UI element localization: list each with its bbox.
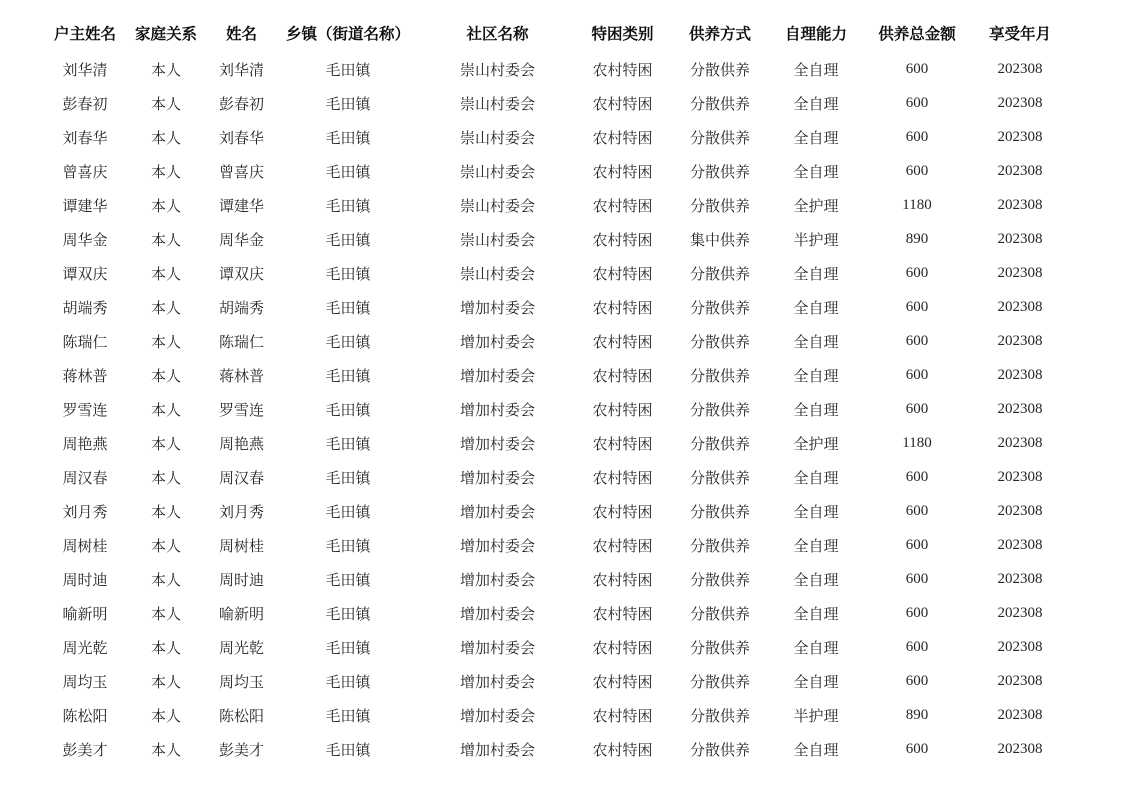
cell-name: 胡端秀: [218, 300, 264, 317]
cell-support-method: 分散供养: [689, 470, 750, 487]
cell-name: 蒋林普: [218, 368, 264, 385]
cell-household-head-name: 曾喜庆: [62, 164, 108, 181]
cell-hardship-category: 农村特困: [592, 606, 653, 623]
cell-hardship-category: 农村特困: [592, 198, 653, 215]
hardship-support-table: [45, 14, 1068, 766]
table-body: [45, 52, 1068, 766]
cell-hardship-category: 农村特困: [592, 538, 653, 555]
cell-family-relation: 本人: [150, 606, 181, 623]
cell-name: 刘月秀: [218, 504, 264, 521]
cell-benefit-period: 202308: [997, 196, 1043, 213]
table-row: [45, 324, 1068, 358]
cell-community-name: 增加村委会: [459, 640, 535, 657]
table-row: [45, 256, 1068, 290]
cell-community-name: 增加村委会: [459, 606, 535, 623]
cell-township: 毛田镇: [325, 538, 371, 555]
cell-household-head-name: 陈瑞仁: [62, 334, 108, 351]
cell-name: 谭建华: [218, 198, 264, 215]
cell-benefit-period: 202308: [997, 502, 1043, 519]
cell-benefit-period: 202308: [997, 264, 1043, 281]
cell-household-head-name: 周汉春: [62, 470, 108, 487]
cell-household-head-name: 彭美才: [62, 742, 108, 759]
cell-township: 毛田镇: [325, 266, 371, 283]
cell-family-relation: 本人: [150, 708, 181, 725]
cell-family-relation: 本人: [150, 436, 181, 453]
table-row: [45, 392, 1068, 426]
cell-support-total-amount: 600: [905, 162, 929, 179]
cell-support-total-amount: 600: [905, 536, 929, 553]
cell-self-care-ability: 全自理: [793, 300, 839, 317]
cell-name: 周华金: [218, 232, 264, 249]
cell-hardship-category: 农村特困: [592, 334, 653, 351]
cell-family-relation: 本人: [150, 164, 181, 181]
cell-hardship-category: 农村特困: [592, 674, 653, 691]
cell-township: 毛田镇: [325, 470, 371, 487]
cell-name: 陈松阳: [218, 708, 264, 725]
cell-township: 毛田镇: [325, 572, 371, 589]
cell-township: 毛田镇: [325, 402, 371, 419]
cell-self-care-ability: 全自理: [793, 470, 839, 487]
cell-support-method: 分散供养: [689, 334, 750, 351]
table-row: [45, 52, 1068, 86]
cell-household-head-name: 彭春初: [62, 96, 108, 113]
table-row: [45, 664, 1068, 698]
cell-benefit-period: 202308: [997, 128, 1043, 145]
cell-family-relation: 本人: [150, 742, 181, 759]
cell-benefit-period: 202308: [997, 298, 1043, 315]
cell-hardship-category: 农村特困: [592, 232, 653, 249]
col-header-benefit-period: 享受年月: [988, 26, 1051, 43]
cell-community-name: 崇山村委会: [459, 96, 535, 113]
cell-benefit-period: 202308: [997, 332, 1043, 349]
cell-community-name: 增加村委会: [459, 300, 535, 317]
cell-name: 陈瑞仁: [218, 334, 264, 351]
cell-name: 周艳燕: [218, 436, 264, 453]
table-row: [45, 494, 1068, 528]
cell-family-relation: 本人: [150, 232, 181, 249]
cell-family-relation: 本人: [150, 266, 181, 283]
cell-support-total-amount: 600: [905, 298, 929, 315]
cell-household-head-name: 胡端秀: [62, 300, 108, 317]
cell-hardship-category: 农村特困: [592, 436, 653, 453]
table-row: [45, 358, 1068, 392]
cell-support-method: 分散供养: [689, 538, 750, 555]
cell-community-name: 崇山村委会: [459, 130, 535, 147]
cell-community-name: 增加村委会: [459, 538, 535, 555]
cell-township: 毛田镇: [325, 334, 371, 351]
table-row: [45, 188, 1068, 222]
cell-self-care-ability: 全护理: [793, 436, 839, 453]
cell-community-name: 增加村委会: [459, 742, 535, 759]
cell-hardship-category: 农村特困: [592, 742, 653, 759]
cell-community-name: 增加村委会: [459, 436, 535, 453]
col-header-family-relation: 家庭关系: [134, 26, 197, 43]
cell-household-head-name: 周树桂: [62, 538, 108, 555]
cell-hardship-category: 农村特困: [592, 62, 653, 79]
cell-township: 毛田镇: [325, 300, 371, 317]
cell-hardship-category: 农村特困: [592, 368, 653, 385]
cell-family-relation: 本人: [150, 62, 181, 79]
cell-name: 周均玉: [218, 674, 264, 691]
cell-township: 毛田镇: [325, 674, 371, 691]
cell-household-head-name: 刘华清: [62, 62, 108, 79]
cell-support-total-amount: 600: [905, 740, 929, 757]
cell-family-relation: 本人: [150, 300, 181, 317]
table-row: [45, 290, 1068, 324]
cell-community-name: 崇山村委会: [459, 232, 535, 249]
cell-family-relation: 本人: [150, 368, 181, 385]
cell-benefit-period: 202308: [997, 366, 1043, 383]
cell-household-head-name: 罗雪连: [62, 402, 108, 419]
cell-support-method: 集中供养: [689, 232, 750, 249]
cell-township: 毛田镇: [325, 368, 371, 385]
cell-self-care-ability: 全自理: [793, 402, 839, 419]
cell-household-head-name: 陈松阳: [62, 708, 108, 725]
cell-benefit-period: 202308: [997, 60, 1043, 77]
cell-community-name: 增加村委会: [459, 470, 535, 487]
cell-self-care-ability: 全自理: [793, 606, 839, 623]
table-row: [45, 120, 1068, 154]
table-row: [45, 86, 1068, 120]
cell-self-care-ability: 全自理: [793, 334, 839, 351]
col-header-household-head-name: 户主姓名: [53, 26, 116, 43]
cell-hardship-category: 农村特困: [592, 300, 653, 317]
cell-township: 毛田镇: [325, 504, 371, 521]
cell-township: 毛田镇: [325, 198, 371, 215]
cell-name: 彭美才: [218, 742, 264, 759]
cell-household-head-name: 刘月秀: [62, 504, 108, 521]
cell-hardship-category: 农村特困: [592, 130, 653, 147]
cell-community-name: 增加村委会: [459, 504, 535, 521]
cell-hardship-category: 农村特困: [592, 266, 653, 283]
cell-benefit-period: 202308: [997, 672, 1043, 689]
cell-name: 喻新明: [218, 606, 264, 623]
cell-household-head-name: 蒋林普: [62, 368, 108, 385]
cell-support-total-amount: 600: [905, 604, 929, 621]
table-row: [45, 698, 1068, 732]
cell-support-method: 分散供养: [689, 402, 750, 419]
cell-self-care-ability: 全自理: [793, 266, 839, 283]
col-header-hardship-category: 特困类别: [591, 26, 654, 43]
cell-support-total-amount: 890: [905, 230, 929, 247]
cell-family-relation: 本人: [150, 572, 181, 589]
cell-benefit-period: 202308: [997, 740, 1043, 757]
cell-name: 刘华清: [218, 62, 264, 79]
cell-benefit-period: 202308: [997, 570, 1043, 587]
table-row: [45, 630, 1068, 664]
cell-name: 谭双庆: [218, 266, 264, 283]
cell-support-method: 分散供养: [689, 742, 750, 759]
cell-name: 彭春初: [218, 96, 264, 113]
cell-benefit-period: 202308: [997, 400, 1043, 417]
cell-name: 曾喜庆: [218, 164, 264, 181]
cell-support-method: 分散供养: [689, 130, 750, 147]
col-header-name: 姓名: [225, 26, 257, 43]
cell-community-name: 崇山村委会: [459, 62, 535, 79]
cell-support-method: 分散供养: [689, 504, 750, 521]
cell-township: 毛田镇: [325, 232, 371, 249]
cell-support-total-amount: 600: [905, 332, 929, 349]
cell-self-care-ability: 全自理: [793, 130, 839, 147]
cell-household-head-name: 喻新明: [62, 606, 108, 623]
cell-support-method: 分散供养: [689, 300, 750, 317]
cell-community-name: 崇山村委会: [459, 164, 535, 181]
cell-family-relation: 本人: [150, 538, 181, 555]
cell-support-method: 分散供养: [689, 164, 750, 181]
cell-family-relation: 本人: [150, 96, 181, 113]
table-row: [45, 426, 1068, 460]
cell-benefit-period: 202308: [997, 604, 1043, 621]
cell-benefit-period: 202308: [997, 638, 1043, 655]
cell-benefit-period: 202308: [997, 162, 1043, 179]
cell-benefit-period: 202308: [997, 94, 1043, 111]
cell-family-relation: 本人: [150, 334, 181, 351]
table-row: [45, 460, 1068, 494]
table-row: [45, 154, 1068, 188]
cell-name: 刘春华: [218, 130, 264, 147]
cell-support-total-amount: 600: [905, 94, 929, 111]
cell-household-head-name: 谭双庆: [62, 266, 108, 283]
table-row: [45, 732, 1068, 766]
cell-benefit-period: 202308: [997, 230, 1043, 247]
cell-community-name: 增加村委会: [459, 334, 535, 351]
cell-support-method: 分散供养: [689, 640, 750, 657]
table-row: [45, 562, 1068, 596]
cell-name: 周时迪: [218, 572, 264, 589]
cell-self-care-ability: 全护理: [793, 198, 839, 215]
cell-township: 毛田镇: [325, 62, 371, 79]
cell-support-total-amount: 600: [905, 570, 929, 587]
cell-township: 毛田镇: [325, 708, 371, 725]
cell-benefit-period: 202308: [997, 706, 1043, 723]
cell-self-care-ability: 全自理: [793, 572, 839, 589]
cell-support-total-amount: 1180: [902, 196, 932, 213]
cell-community-name: 增加村委会: [459, 708, 535, 725]
cell-family-relation: 本人: [150, 640, 181, 657]
col-header-township: 乡镇（街道名称）: [285, 26, 410, 43]
cell-household-head-name: 周艳燕: [62, 436, 108, 453]
cell-household-head-name: 周时迪: [62, 572, 108, 589]
cell-township: 毛田镇: [325, 130, 371, 147]
table-row: [45, 596, 1068, 630]
cell-hardship-category: 农村特困: [592, 402, 653, 419]
cell-support-method: 分散供养: [689, 266, 750, 283]
cell-community-name: 崇山村委会: [459, 266, 535, 283]
cell-support-method: 分散供养: [689, 62, 750, 79]
cell-self-care-ability: 全自理: [793, 640, 839, 657]
cell-support-total-amount: 1180: [902, 434, 932, 451]
cell-self-care-ability: 全自理: [793, 62, 839, 79]
cell-support-method: 分散供养: [689, 572, 750, 589]
cell-household-head-name: 谭建华: [62, 198, 108, 215]
cell-household-head-name: 周均玉: [62, 674, 108, 691]
cell-self-care-ability: 全自理: [793, 742, 839, 759]
cell-support-method: 分散供养: [689, 708, 750, 725]
cell-community-name: 增加村委会: [459, 674, 535, 691]
table-row: [45, 528, 1068, 562]
cell-family-relation: 本人: [150, 470, 181, 487]
cell-community-name: 增加村委会: [459, 368, 535, 385]
cell-support-total-amount: 600: [905, 502, 929, 519]
cell-township: 毛田镇: [325, 96, 371, 113]
cell-community-name: 增加村委会: [459, 572, 535, 589]
cell-support-total-amount: 890: [905, 706, 929, 723]
cell-self-care-ability: 全自理: [793, 538, 839, 555]
cell-hardship-category: 农村特困: [592, 572, 653, 589]
cell-self-care-ability: 全自理: [793, 164, 839, 181]
cell-support-method: 分散供养: [689, 368, 750, 385]
cell-benefit-period: 202308: [997, 468, 1043, 485]
col-header-community-name: 社区名称: [466, 26, 529, 43]
col-header-self-care-ability: 自理能力: [784, 26, 847, 43]
cell-township: 毛田镇: [325, 436, 371, 453]
cell-township: 毛田镇: [325, 164, 371, 181]
cell-name: 周光乾: [218, 640, 264, 657]
cell-hardship-category: 农村特困: [592, 96, 653, 113]
cell-support-method: 分散供养: [689, 198, 750, 215]
cell-household-head-name: 刘春华: [62, 130, 108, 147]
cell-support-method: 分散供养: [689, 606, 750, 623]
cell-support-method: 分散供养: [689, 674, 750, 691]
cell-support-total-amount: 600: [905, 400, 929, 417]
cell-name: 周汉春: [218, 470, 264, 487]
cell-hardship-category: 农村特困: [592, 640, 653, 657]
col-header-support-total-amount: 供养总金额: [878, 26, 956, 43]
cell-hardship-category: 农村特困: [592, 470, 653, 487]
cell-township: 毛田镇: [325, 606, 371, 623]
cell-family-relation: 本人: [150, 504, 181, 521]
cell-support-total-amount: 600: [905, 264, 929, 281]
cell-household-head-name: 周光乾: [62, 640, 108, 657]
cell-support-method: 分散供养: [689, 436, 750, 453]
cell-self-care-ability: 全自理: [793, 368, 839, 385]
cell-self-care-ability: 半护理: [793, 708, 839, 725]
cell-self-care-ability: 全自理: [793, 504, 839, 521]
table-row: [45, 222, 1068, 256]
cell-support-total-amount: 600: [905, 638, 929, 655]
cell-benefit-period: 202308: [997, 536, 1043, 553]
cell-community-name: 增加村委会: [459, 402, 535, 419]
cell-support-total-amount: 600: [905, 672, 929, 689]
cell-community-name: 崇山村委会: [459, 198, 535, 215]
cell-name: 周树桂: [218, 538, 264, 555]
cell-household-head-name: 周华金: [62, 232, 108, 249]
cell-support-method: 分散供养: [689, 96, 750, 113]
cell-support-total-amount: 600: [905, 128, 929, 145]
cell-family-relation: 本人: [150, 130, 181, 147]
cell-self-care-ability: 全自理: [793, 96, 839, 113]
cell-name: 罗雪连: [218, 402, 264, 419]
cell-support-total-amount: 600: [905, 468, 929, 485]
cell-family-relation: 本人: [150, 198, 181, 215]
cell-hardship-category: 农村特困: [592, 504, 653, 521]
cell-township: 毛田镇: [325, 640, 371, 657]
cell-support-total-amount: 600: [905, 366, 929, 383]
cell-family-relation: 本人: [150, 402, 181, 419]
cell-self-care-ability: 全自理: [793, 674, 839, 691]
col-header-support-method: 供养方式: [688, 26, 751, 43]
cell-township: 毛田镇: [325, 742, 371, 759]
cell-support-total-amount: 600: [905, 60, 929, 77]
cell-family-relation: 本人: [150, 674, 181, 691]
cell-hardship-category: 农村特困: [592, 708, 653, 725]
cell-self-care-ability: 半护理: [793, 232, 839, 249]
cell-benefit-period: 202308: [997, 434, 1043, 451]
header-row: [45, 14, 1068, 52]
cell-hardship-category: 农村特困: [592, 164, 653, 181]
